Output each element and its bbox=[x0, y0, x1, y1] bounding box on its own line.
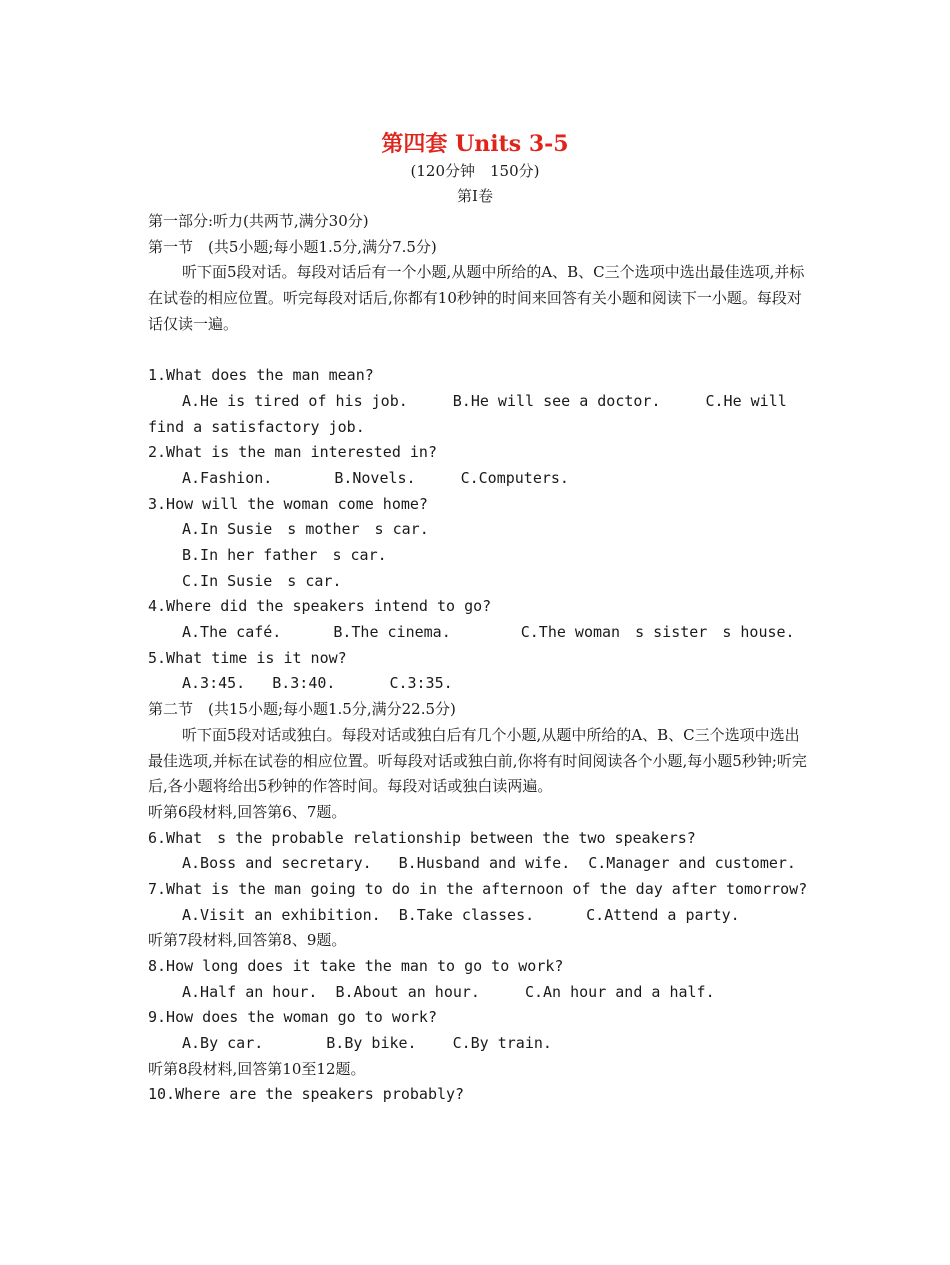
option-a: A.In Susie s mother s car. bbox=[182, 520, 429, 539]
option-c: C.An hour and a half. bbox=[524, 982, 715, 1001]
question-7-options bbox=[148, 903, 808, 929]
material-8-note: 听第8段材料,回答第10至12题。 bbox=[148, 1059, 366, 1078]
time-score-line: (120分钟 150分) bbox=[410, 162, 540, 180]
section-1-instruction: 听下面5段对话。每段对话后有一个小题,从题中所给的A、B、C三个选项中选出最佳选项,并标在试卷的相应位置。听完每段对话后,你都有10秒钟的时间来回答有关小题和阅读下一小题。每段对话仅读一遍。 bbox=[148, 263, 805, 333]
question-9: 9.How does the woman go to work? bbox=[148, 1008, 437, 1027]
option-c: C.Attend a party. bbox=[586, 905, 740, 924]
option-b: B.By bike. bbox=[326, 1034, 417, 1053]
option-a: A.He is tired of his job. bbox=[182, 391, 408, 410]
option-b: B.The cinema. bbox=[333, 623, 451, 642]
question-8: 8.How long does it take the man to go to work? bbox=[148, 957, 564, 976]
question-4: 4.Where did the speakers intend to go? bbox=[148, 597, 492, 616]
question-2: 2.What is the man interested in? bbox=[148, 443, 437, 462]
option-b: B.Husband and wife. bbox=[398, 854, 571, 873]
material-7-note: 听第7段材料,回答第8、9题。 bbox=[148, 931, 347, 950]
question-1: 1.What does the man mean? bbox=[148, 366, 374, 385]
question-5: 5.What time is it now? bbox=[148, 648, 347, 667]
question-10: 10.Where are the speakers probably? bbox=[148, 1085, 465, 1104]
question-8-options bbox=[148, 980, 808, 1006]
option-a: A.Half an hour. bbox=[182, 982, 318, 1001]
question-6-options bbox=[148, 851, 808, 877]
paper-title: 第四套 Units 3-5 bbox=[381, 131, 569, 157]
question-7: 7.What is the man going to do in the afternoon of the day after tomorrow? bbox=[148, 879, 808, 898]
option-c: C.3:35. bbox=[389, 674, 453, 693]
question-5-options bbox=[148, 671, 808, 697]
material-6-note: 听第6段材料,回答第6、7题。 bbox=[148, 802, 347, 821]
option-c-start: C.He will bbox=[705, 391, 787, 410]
part-heading: 第一部分:听力(共两节,满分30分) bbox=[148, 212, 369, 230]
option-a: A.By car. bbox=[182, 1034, 264, 1053]
question-9-options bbox=[148, 1031, 808, 1057]
option-c: C.In Susie s car. bbox=[182, 571, 342, 590]
option-b: B.Take classes. bbox=[398, 905, 535, 924]
option-b: B.Novels. bbox=[334, 468, 416, 487]
question-4-options bbox=[148, 620, 808, 646]
option-b: B.About an hour. bbox=[335, 982, 480, 1001]
option-a: A.Boss and secretary. bbox=[182, 854, 372, 873]
option-c: C.Computers. bbox=[460, 468, 569, 487]
section-1-heading: 第一节 (共5小题;每小题1.5分,满分7.5分) bbox=[148, 237, 437, 256]
option-b: B.3:40. bbox=[272, 674, 336, 693]
option-a: A.Fashion. bbox=[182, 468, 273, 487]
question-3: 3.How will the woman come home? bbox=[148, 494, 428, 513]
question-2-options bbox=[148, 466, 808, 492]
exam-body bbox=[148, 209, 808, 1108]
option-c: C.The woman s sister s house. bbox=[520, 623, 795, 642]
spacer bbox=[148, 337, 808, 363]
section-2-heading: 第二节 (共15小题;每小题1.5分,满分22.5分) bbox=[148, 700, 456, 719]
option-c: C.By train. bbox=[452, 1034, 552, 1053]
question-6: 6.What s the probable relationship between the two speakers? bbox=[148, 828, 696, 847]
option-b: B.In her father s car. bbox=[182, 546, 387, 564]
option-c-continuation: find a satisfactory job. bbox=[148, 417, 365, 436]
option-a: A.Visit an exhibition. bbox=[182, 905, 381, 924]
question-1-options bbox=[148, 389, 808, 415]
option-a: A.3:45. bbox=[182, 674, 246, 693]
option-b: B.He will see a doctor. bbox=[452, 391, 661, 410]
volume-label: 第Ⅰ卷 bbox=[457, 187, 493, 205]
option-a: A.The café. bbox=[182, 623, 282, 642]
section-2-instruction: 听下面5段对话或独白。每段对话或独白后有几个小题,从题中所给的A、B、C三个选项中选出最佳选项,并标在试卷的相应位置。听每段对话或独白前,你将有时间阅读各个小题,每小题5秒钟;听完后,各小题将给出5秒钟的作答时间。每段对话或独白读两遍。 bbox=[148, 725, 807, 796]
option-c: C.Manager and customer. bbox=[588, 854, 796, 873]
